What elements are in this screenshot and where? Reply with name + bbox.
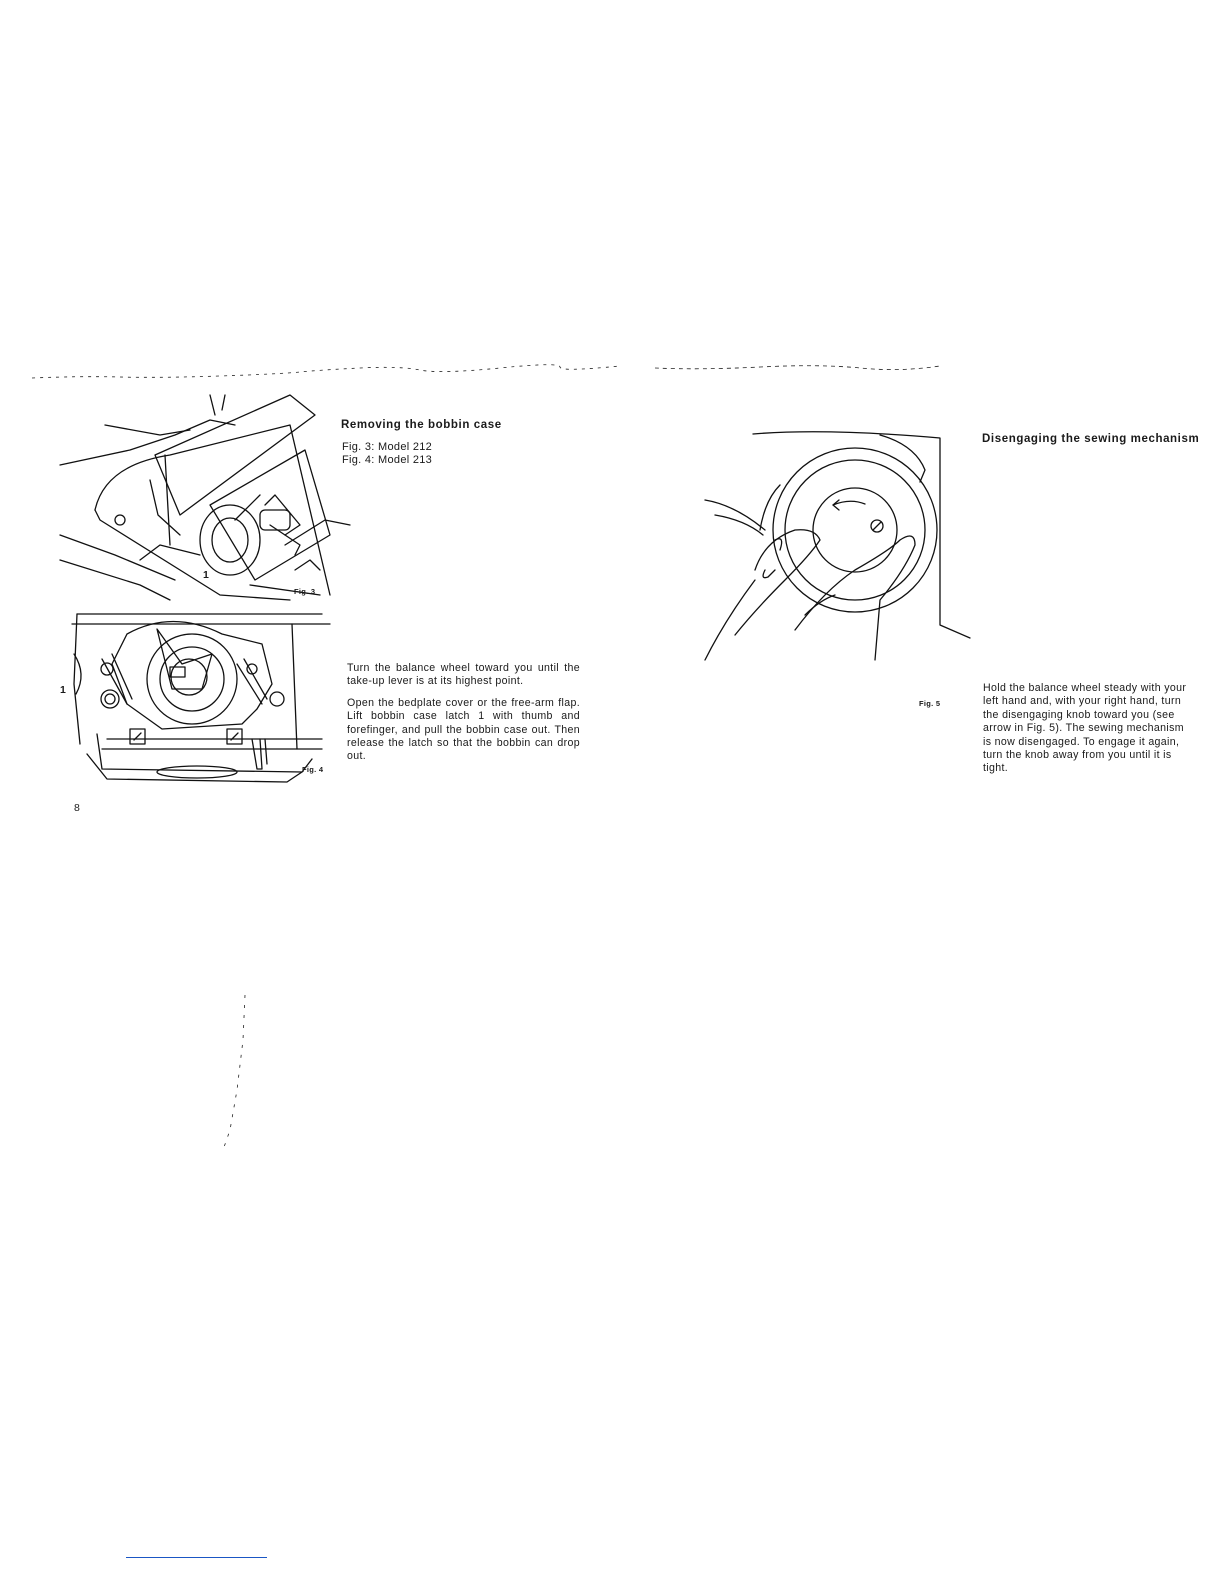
paragraph-open-cover: Open the bedplate cover or the free-arm flap. Lift bobbin case latch 1 with thumb and forefinger, and pull the bobbin case out. Then release the latch so that the bobbin can drop out.: [347, 696, 580, 763]
page-number: 8: [74, 802, 80, 814]
section-heading-removing-bobbin-case: Removing the bobbin case: [341, 419, 502, 431]
disengaging-instructions: [983, 682, 1224, 776]
instruction-line: turn the knob away from you until it is: [983, 749, 1172, 762]
fig4-illustration: [72, 604, 332, 789]
fig3-label: Fig. 3: [294, 587, 316, 596]
instructions-text: [347, 662, 580, 764]
fig5-label: Fig. 5: [919, 699, 941, 708]
fig5-illustration: [705, 420, 975, 680]
figure-model-list: [342, 441, 432, 467]
section-heading-disengaging-mechanism: Disengaging the sewing mechanism: [982, 433, 1200, 445]
paragraph-turn-wheel: Turn the balance wheel toward you until the take-up lever is at its highest point.: [347, 662, 580, 688]
footer-rule: [126, 1557, 267, 1558]
instruction-line: arrow in Fig. 5). The sewing mechanism: [983, 722, 1184, 735]
instruction-line: is now disengaged. To engage it again,: [983, 735, 1180, 748]
fig3-model-line: Fig. 3: Model 212: [342, 441, 433, 453]
fig4-callout-number: 1: [60, 684, 66, 696]
instruction-line: left hand and, with your right hand, turn: [983, 695, 1182, 708]
instruction-line: tight.: [983, 762, 1009, 775]
scan-artifact-stroke: [215, 990, 255, 1160]
fig4-label: Fig. 4: [302, 765, 324, 774]
instruction-line: Hold the balance wheel steady with your: [983, 682, 1187, 694]
fig3-callout-number: 1: [203, 569, 209, 581]
instruction-line: the disengaging knob toward you (see: [983, 708, 1175, 721]
scan-noise-line: [0, 362, 1224, 382]
fig4-model-line: Fig. 4: Model 213: [342, 454, 433, 466]
